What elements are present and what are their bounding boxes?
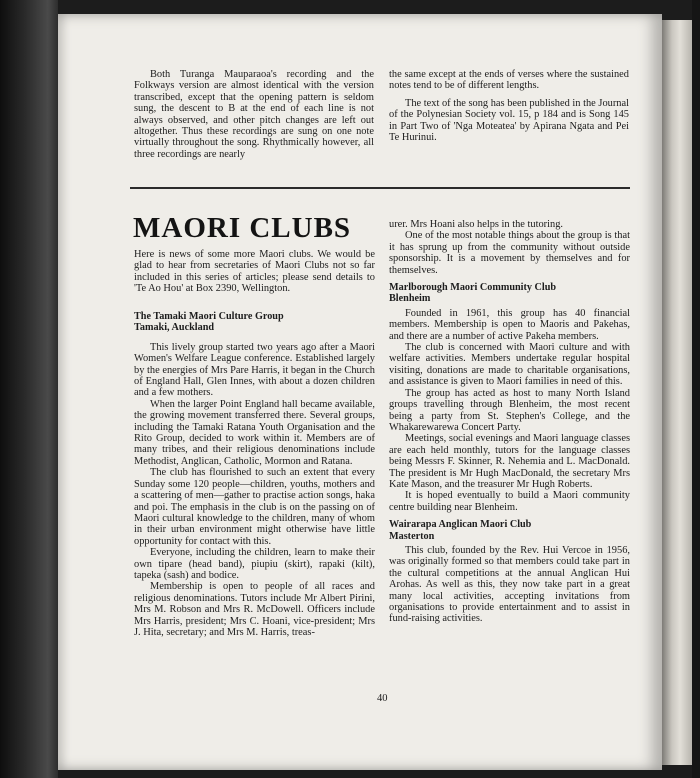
top-right-column	[389, 69, 629, 143]
paragraph: The club has flourished to such an extent that every Sunday some 120 people—children, youths, mothers and a scattering of men—gather to practise action songs, haka and poi. The emphasis in the club is on the passing on of Maori cultural knowledge to the children, many of whom in their urban environment might otherwise have little opportunity for contact with this.	[134, 467, 375, 547]
section-divider	[130, 187, 630, 189]
page-edge	[662, 20, 692, 765]
top-left-column	[134, 69, 374, 160]
paragraph: Meetings, social evenings and Maori language classes are each held monthly, tutors for the language classes being Messrs F. Skinner, R. Nehemia and L. MacDonald. The president is Mr Hugh MacDonald, the secretary Mrs Kate Mason, and the treasurer Mr Hugh Roberts.	[389, 433, 630, 490]
article-heading: MAORI CLUBS	[133, 212, 352, 244]
club-name: The Tamaki Maori Culture Group	[134, 311, 284, 322]
paragraph: It is hoped eventually to build a Maori community centre building near Blenheim.	[389, 490, 630, 513]
paragraph: The club is concerned with Maori culture and with welfare activities. Members undertake regular hospital visiting, donations are made to charitable organisations, and assistance is given to Maori families in need of this.	[389, 342, 630, 388]
club-title-tamaki	[134, 311, 375, 334]
paragraph: the same except at the ends of verses where the sustained notes tend to be of different lengths.	[389, 69, 629, 92]
paragraph: The text of the song has been published in the Journal of the Polynesian Society vol. 15, p 184 and is Song 145 in Part Two of 'Nga Moteatea' by Apirana Ngata and Pei Te Hurinui.	[389, 97, 629, 144]
paragraph: urer. Mrs Hoani also helps in the tutoring.	[389, 219, 564, 230]
paragraph: The group has acted as host to many North Island groups travelling through Blenheim, the most recent being a party from St. Stephen's College, and the Whakarewarewa Concert Party.	[389, 387, 630, 433]
paragraph: Founded in 1961, this group has 40 financial members. Membership is open to Maoris and Pakehas, and there are a number of active Pakeha members.	[389, 307, 630, 342]
club-name: Wairarapa Anglican Maori Club	[389, 519, 532, 531]
paragraph: Everyone, including the children, learn to make their own tipare (head band), piupiu (skirt), rapaki (kilt), tapeka (sash) and bodice.	[134, 547, 375, 581]
paragraph: Here is news of some more Maori clubs. We would be glad to hear from secretaries of Maori Clubs not so far included in this series of articles; please send details to 'Te Ao Hou' at Box 2390, Wellington.	[134, 249, 375, 295]
club-location: Blenheim	[389, 293, 431, 305]
club-title-marlborough	[389, 282, 630, 305]
paragraph: Both Turanga Mauparaoa's recording and the Folkways version are almost identical with the version transcribed, except that the opening pattern is seldom sung, the descent to B at the end of each line is not always observed, and other pitch changes are left out altogether. Thus these recordings are sung on one note virtually throughout the song. Rhythmically however, all three recordings are nearly	[134, 69, 374, 160]
scan-background-left	[0, 0, 58, 778]
paragraph: This lively group started two years ago after a Maori Women's Welfare League conference. Established largely by the energies of Mrs Pare Harris, it began in the Church of England Hall, Glen Innes, with about a dozen children and a few mothers.	[134, 341, 375, 399]
paragraph: Membership is open to people of all races and religious denominations. Tutors include Mr Albert Pirini, Mrs M. Robson and Mrs R. McDowell. Officers include Mrs Harris, president; Mrs C. Hoani, vice-president; Mrs J. Hita, secretary; and Mrs M. Harris, treas-	[134, 581, 375, 638]
left-article-column	[134, 311, 375, 638]
page-number: 40	[377, 693, 388, 704]
article-intro	[134, 249, 375, 295]
paragraph: This club, founded by the Rev. Hui Vercoe in 1956, was originally formed so that members could take part in the cultural competitions at the annual Anglican Hui Arohas. As well as this, they now take part in a great many local activities, accepting invitations from organisations to provide entertainment and to assist in fund-raising activities.	[389, 544, 630, 625]
club-location: Tamaki, Auckland	[134, 322, 215, 334]
club-location: Masterton	[389, 530, 435, 542]
paragraph: When the larger Point England hall became available, the growing movement transferred there. Several groups, including the Tamaki Ratana Youth Organisation and the Rito Group, decided to work within it. Members are of many tribes, and their religious denominations include Methodist, Anglican, Catholic, Mormon and Ratana.	[134, 398, 375, 467]
paragraph: One of the most notable things about the group is that it has sprung up from the community without outside sponsorship. It is a movement by themselves and for themselves.	[389, 230, 630, 276]
scan-background-right	[692, 0, 700, 778]
club-title-wairarapa	[389, 519, 630, 542]
right-article-column	[389, 219, 630, 625]
club-name: Marlborough Maori Community Club	[389, 282, 557, 294]
